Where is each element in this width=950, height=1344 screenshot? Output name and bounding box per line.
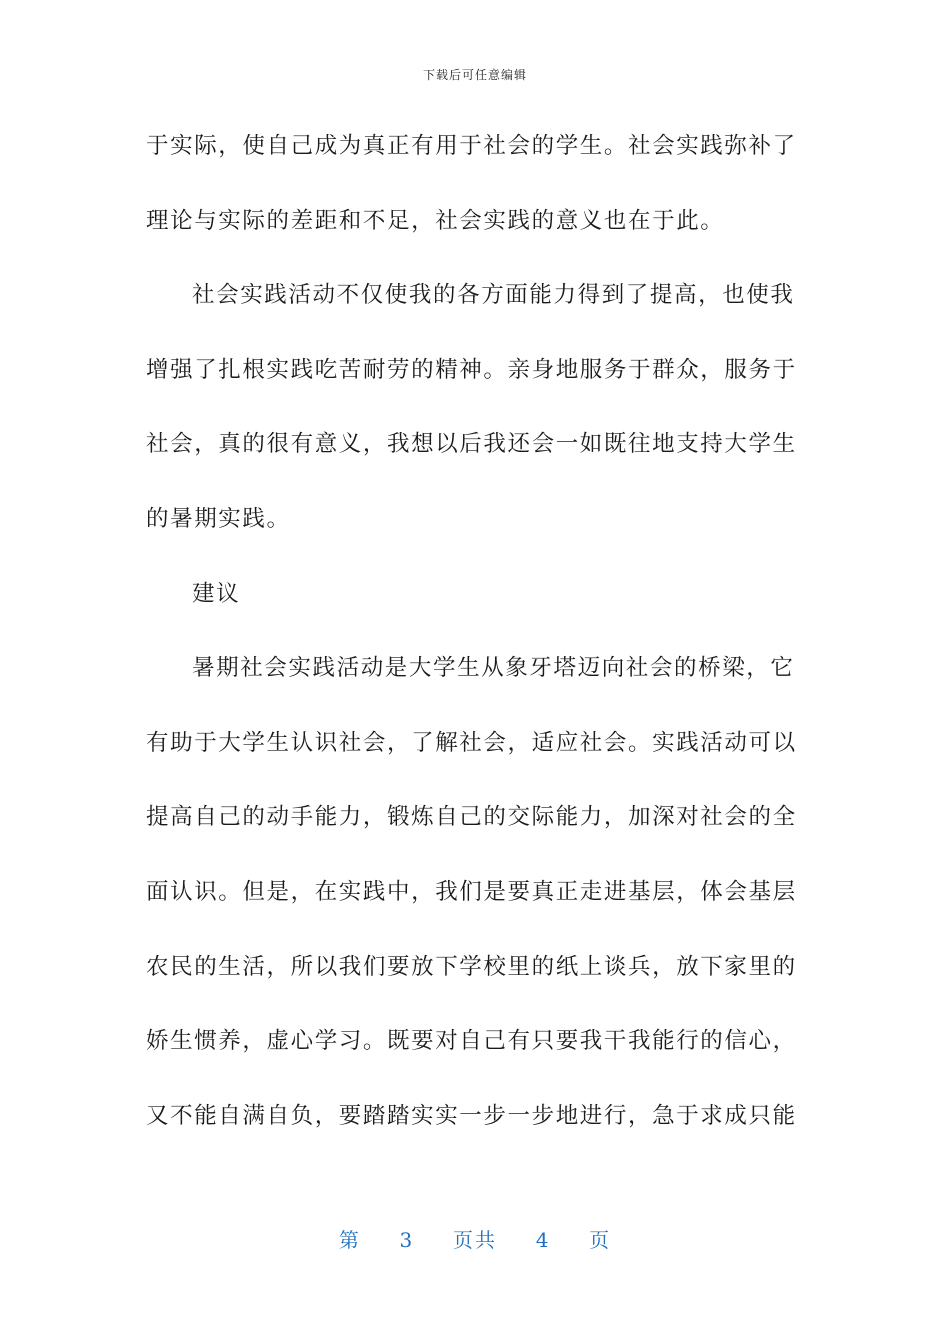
text-line: 理论与实际的差距和不足，社会实践的意义也在于此。 bbox=[146, 207, 725, 234]
current-page-number: 3 bbox=[399, 1228, 415, 1252]
document-body bbox=[146, 118, 797, 1162]
text-line: 娇生惯养，虚心学习。既要对自己有只要我干我能行的信心， bbox=[146, 1028, 797, 1055]
text-line: 农民的生活，所以我们要放下学校里的纸上谈兵，放下家里的 bbox=[146, 953, 797, 980]
total-pages-number: 4 bbox=[535, 1228, 551, 1252]
text-line: 面认识。但是，在实践中，我们是要真正走进基层，体会基层 bbox=[146, 878, 797, 905]
text-line: 于实际，使自己成为真正有用于社会的学生。社会实践弥补了 bbox=[146, 133, 797, 159]
paragraph-start-line: 暑期社会实践活动是大学生从象牙塔迈向社会的桥梁，它 bbox=[192, 655, 795, 682]
page-label-suffix: 页 bbox=[589, 1228, 612, 1252]
text-line: 社会，真的很有意义，我想以后我还会一如既往地支持大学生 bbox=[146, 431, 797, 458]
text-line: 有助于大学生认识社会，了解社会，适应社会。实践活动可以 bbox=[146, 729, 797, 756]
text-line: 的暑期实践。 bbox=[146, 505, 291, 532]
page-number-footer bbox=[0, 1224, 950, 1253]
text-line: 又不能自满自负，要踏踏实实一步一步地进行，急于求成只能 bbox=[146, 1102, 797, 1129]
page-label-prefix: 第 bbox=[338, 1228, 361, 1252]
section-heading: 建议 bbox=[192, 580, 241, 607]
page-label-middle: 页共 bbox=[453, 1228, 497, 1252]
text-line: 提高自己的动手能力，锻炼自己的交际能力，加深对社会的全 bbox=[146, 804, 797, 831]
text-line: 增强了扎根实践吃苦耐劳的精神。亲身地服务于群众，服务于 bbox=[146, 356, 797, 383]
header-note: 下载后可任意编辑 bbox=[422, 68, 527, 82]
paragraph-start-line: 社会实践活动不仅使我的各方面能力得到了提高，也使我 bbox=[192, 282, 795, 309]
